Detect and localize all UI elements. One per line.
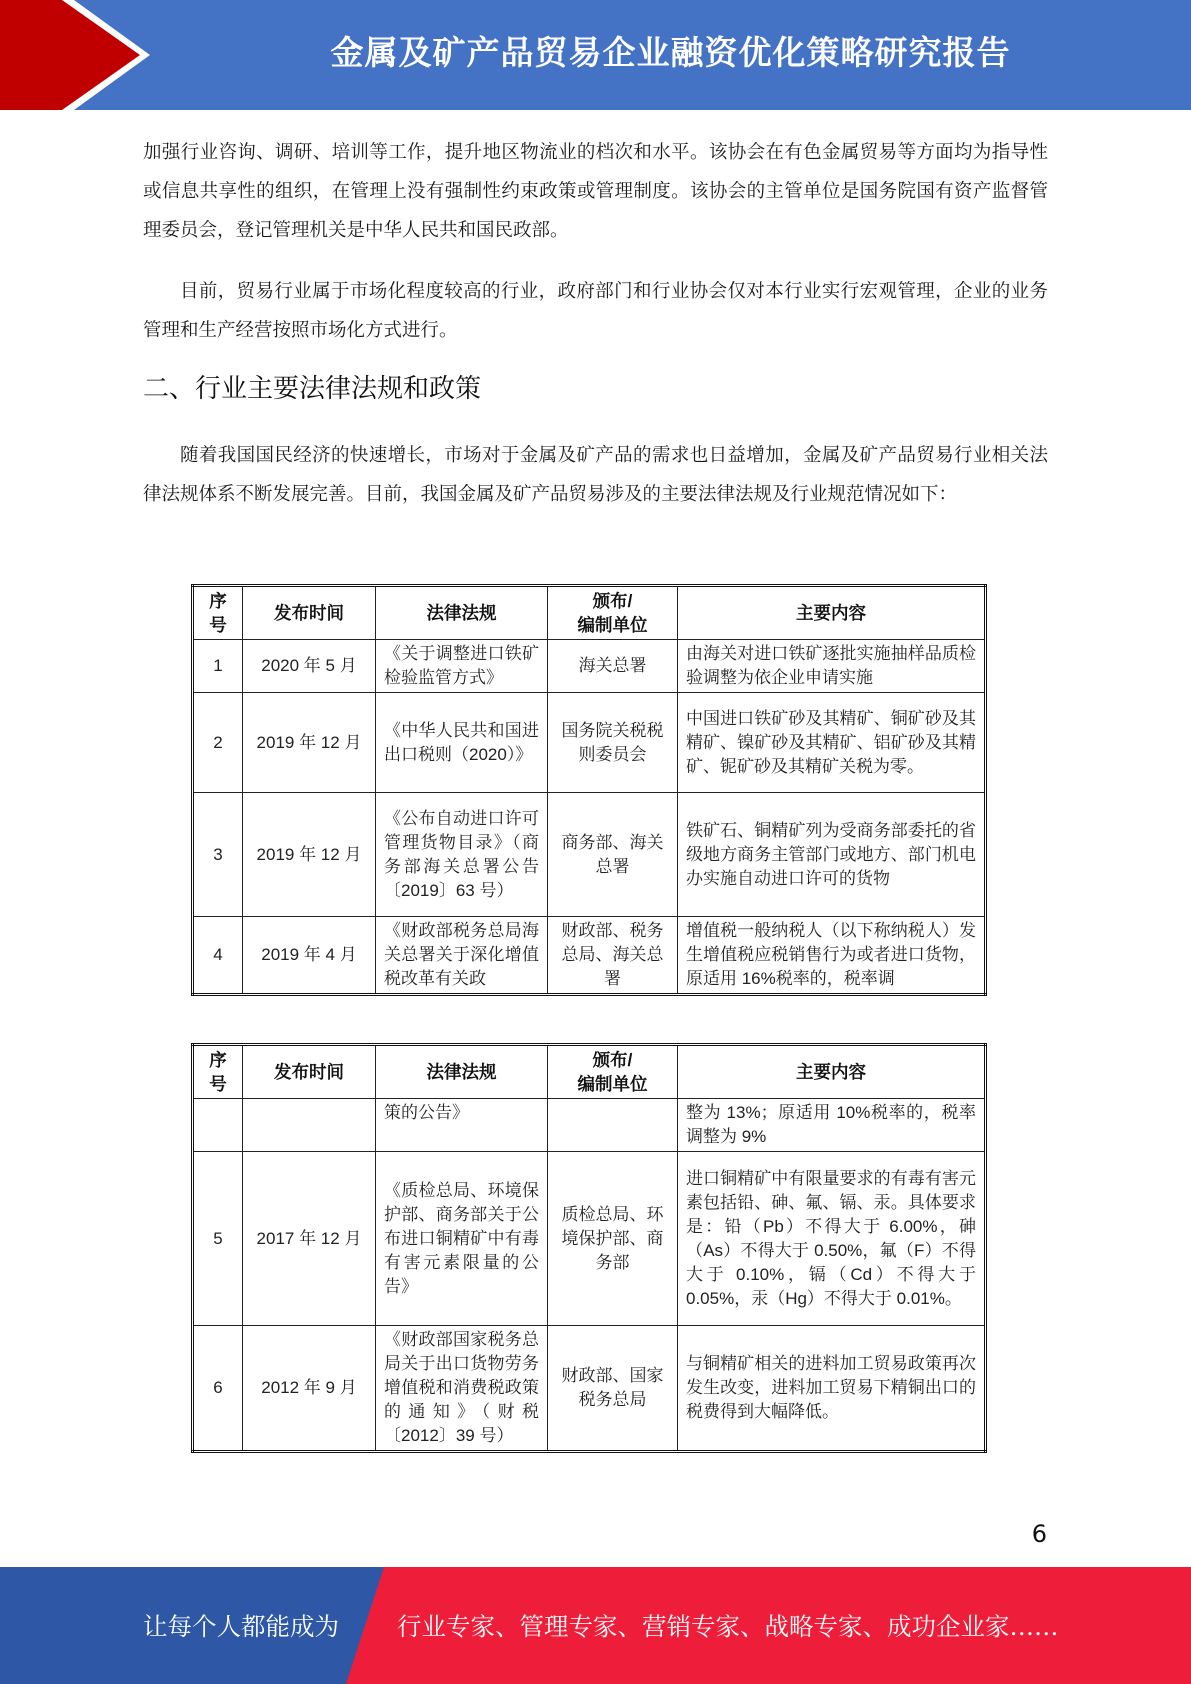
table-row [193, 1326, 986, 1452]
cell-content: 中国进口铁矿砂及其精矿、铜矿砂及其精矿、镍矿砂及其精矿、铝矿砂及其精矿、铌矿砂及其精矿关税为零。 [678, 693, 986, 793]
table-header-row [193, 586, 986, 640]
cell-no [193, 1099, 243, 1152]
cell-law: 《质检总局、环境保护部、商务部关于公布进口铜精矿中有毒有害元素限量的公告》 [376, 1152, 548, 1326]
paragraph-market: 目前，贸易行业属于市场化程度较高的行业，政府部门和行业协会仅对本行业实行宏观管理，企业的业务管理和生产经营按照市场化方式进行。 [143, 281, 1048, 341]
header-unit-line2: 编制单位 [577, 1074, 648, 1094]
header-date: 发布时间 [243, 1045, 376, 1099]
table-row [193, 693, 986, 793]
cell-date: 2020 年 5 月 [243, 640, 376, 693]
header-date: 发布时间 [243, 586, 376, 640]
cell-date [243, 1099, 376, 1152]
page-footer [0, 1567, 1191, 1684]
paragraph-intro: 随着我国国民经济的快速增长，市场对于金属及矿产品的需求也日益增加，金属及矿产品贸易行业相关法律法规体系不断发展完善。目前，我国金属及矿产品贸易涉及的主要法律法规及行业规范情况如下： [143, 445, 1048, 505]
cell-no: 5 [193, 1152, 243, 1326]
regulations-table-1 [191, 584, 984, 996]
header-unit-line1: 颁布/ [592, 1050, 633, 1070]
page-number: 6 [1031, 1520, 1047, 1548]
cell-law: 《中华人民共和国进出口税则（2020）》 [376, 693, 548, 793]
header-unit-line1: 颁布/ [592, 591, 633, 611]
cell-unit: 质检总局、环境保护部、商务部 [548, 1152, 678, 1326]
table-row [193, 1099, 986, 1152]
cell-law: 《财政部税务总局海关总署关于深化增值税改革有关政 [376, 917, 548, 995]
cell-unit: 财政部、税务总局、海关总署 [548, 917, 678, 995]
table-row [193, 640, 986, 693]
cell-no: 3 [193, 793, 243, 917]
cell-unit: 商务部、海关总署 [548, 793, 678, 917]
cell-date: 2017 年 12 月 [243, 1152, 376, 1326]
table-row [193, 1152, 986, 1326]
cell-content: 进口铜精矿中有限量要求的有毒有害元素包括铅、砷、氟、镉、汞。具体要求是：铅（Pb）不得大于 6.00%，砷（As）不得大于 0.50%，氟（F）不得大于 0.10%，镉（Cd）不得大于 0.05%，汞（Hg）不得大于 0.01%。 [678, 1152, 986, 1326]
cell-no: 2 [193, 693, 243, 793]
cell-date: 2019 年 12 月 [243, 693, 376, 793]
cell-date: 2012 年 9 月 [243, 1326, 376, 1452]
header-law: 法律法规 [376, 586, 548, 640]
report-title: 金属及矿产品贸易企业融资优化策略研究报告 [330, 32, 1011, 72]
table-row [193, 793, 986, 917]
cell-law: 《财政部国家税务总局关于出口货物劳务增值税和消费税政策的通知》（财税〔2012〕39 号） [376, 1326, 548, 1452]
cell-content: 由海关对进口铁矿逐批实施抽样品质检验调整为依企业申请实施 [678, 640, 986, 693]
cell-content: 整为 13%；原适用 10%税率的，税率调整为 9% [678, 1099, 986, 1152]
header-unit-line2: 编制单位 [577, 615, 648, 635]
cell-law: 《关于调整进口铁矿检验监管方式》 [376, 640, 548, 693]
header-content: 主要内容 [678, 1045, 986, 1099]
header-unit [548, 586, 678, 640]
paragraph-association: 加强行业咨询、调研、培训等工作，提升地区物流业的档次和水平。该协会在有色金属贸易等方面均为指导性或信息共享性的组织，在管理上没有强制性约束政策或管理制度。该协会的主管单位是国务院国有资产监督管理委员会，登记管理机关是中华人民共和国民政部。 [143, 142, 1048, 241]
cell-content: 增值税一般纳税人（以下称纳税人）发生增值税应税销售行为或者进口货物，原适用 16%税率的，税率调 [678, 917, 986, 995]
cell-date: 2019 年 12 月 [243, 793, 376, 917]
header-law: 法律法规 [376, 1045, 548, 1099]
cell-no: 4 [193, 917, 243, 995]
section-heading: 二、行业主要法律法规和政策 [143, 374, 482, 404]
header-content: 主要内容 [678, 586, 986, 640]
header-no: 序号 [193, 1045, 243, 1099]
regulations-table-2 [191, 1043, 984, 1453]
footer-slogan-right: 行业专家、管理专家、营销专家、战略专家、成功企业家…… [397, 1612, 1059, 1641]
cell-date: 2019 年 4 月 [243, 917, 376, 995]
cell-unit [548, 1099, 678, 1152]
footer-slogan-left: 让每个人都能成为 [143, 1612, 339, 1641]
cell-unit: 海关总署 [548, 640, 678, 693]
cell-content: 与铜精矿相关的进料加工贸易政策再次发生改变，进料加工贸易下精铜出口的税费得到大幅降低。 [678, 1326, 986, 1452]
cell-no: 6 [193, 1326, 243, 1452]
cell-no: 1 [193, 640, 243, 693]
table-header-row [193, 1045, 986, 1099]
cell-unit: 财政部、国家税务总局 [548, 1326, 678, 1452]
header-unit [548, 1045, 678, 1099]
cell-content: 铁矿石、铜精矿列为受商务部委托的省级地方商务主管部门或地方、部门机电办实施自动进口许可的货物 [678, 793, 986, 917]
cell-unit: 国务院关税税则委员会 [548, 693, 678, 793]
header-no: 序号 [193, 586, 243, 640]
cell-law: 《公布自动进口许可管理货物目录》（商务部海关总署公告〔2019〕63 号） [376, 793, 548, 917]
header-chevron-decoration [0, 0, 150, 110]
table-row [193, 917, 986, 995]
page-header [0, 0, 1191, 110]
cell-law: 策的公告》 [376, 1099, 548, 1152]
